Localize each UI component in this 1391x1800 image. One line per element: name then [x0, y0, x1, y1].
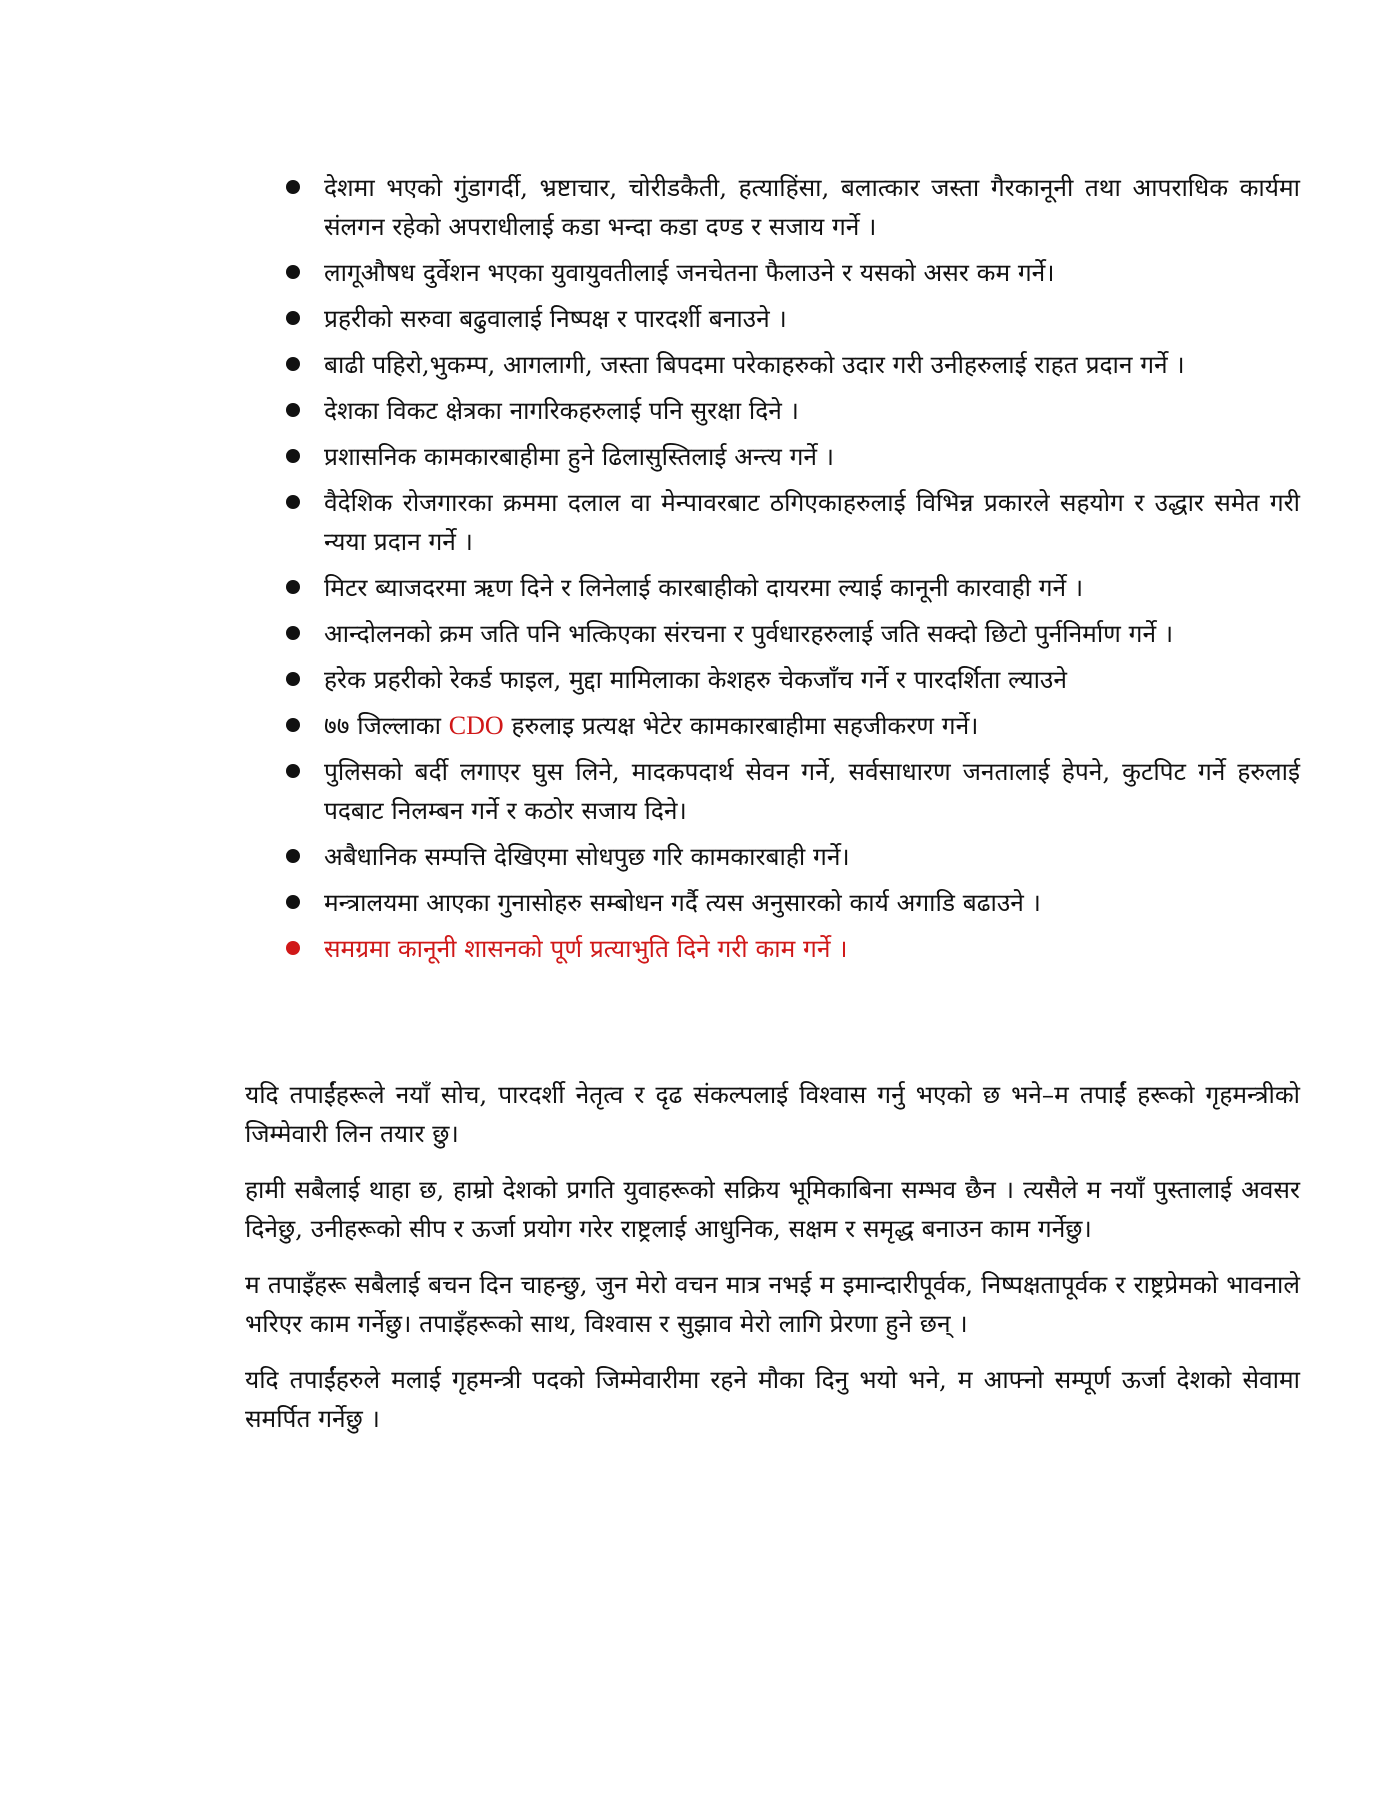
bullet-icon: [286, 449, 300, 463]
bullet-icon: [286, 941, 300, 955]
bullet-icon: [286, 764, 300, 778]
bullet-icon: [286, 626, 300, 640]
bullet-icon: [286, 495, 300, 509]
bullet-text: मन्त्रालयमा आएका गुनासोहरु सम्बोधन गर्दै त्यस अनुसारको कार्य अगाडि बढाउने ।: [324, 888, 1041, 917]
bullet-icon: [286, 403, 300, 417]
list-item: [286, 437, 1300, 476]
bullet-icon: [286, 849, 300, 863]
bullet-icon: [286, 180, 300, 194]
bullet-icon: [286, 895, 300, 909]
bullet-text: देशमा भएको गुंडागर्दी, भ्रष्टाचार, चोरीडकैती, हत्याहिंसा, बलात्कार जस्ता गैरकानूनी तथा आपराधिक कार्यमा संलगन रहेको अपराधीलाई कडा भन्दा कडा दण्ड र सजाय गर्ने ।: [324, 173, 1300, 241]
list-item: [286, 614, 1300, 653]
bullet-text: अबैधानिक सम्पत्ति देखिएमा सोधपुछ गरि कामकारबाही गर्ने।: [324, 842, 850, 871]
paragraph-promise: म तपाइँहरू सबैलाई बचन दिन चाहन्छु, जुन मेरो वचन मात्र नभई म इमान्दारीपूर्वक, निष्पक्षतापूर्वक र राष्ट्रप्रेमको भावनाले भरिएर काम गर्नेछु। तपाइँहरूको साथ, विश्वास र सुझाव मेरो लागि प्रेरणा हुने छन् ।: [245, 1270, 1300, 1338]
cdo-highlight: CDO: [448, 711, 504, 740]
bullet-text: प्रहरीको सरुवा बढुवालाई निष्पक्ष र पारदर्शी बनाउने ।: [324, 304, 787, 333]
list-item: [286, 660, 1300, 699]
list-item: [286, 253, 1300, 292]
bullet-icon: [286, 357, 300, 371]
bullet-icon: [286, 672, 300, 686]
paragraph-youth: हामी सबैलाई थाहा छ, हाम्रो देशको प्रगति युवाहरूको सक्रिय भूमिकाबिना सम्भव छैन । त्यसैले म नयाँ पुस्तालाई अवसर दिनेछु, उनीहरूको सीप र ऊर्जा प्रयोग गरेर राष्ट्रलाई आधुनिक, सक्षम र समृद्ध बनाउन काम गर्नेछु।: [245, 1175, 1300, 1243]
bullet-text: आन्दोलनको क्रम जति पनि भत्किएका संरचना र पुर्वधारहरुलाई जति सक्दो छिटो पुर्ननिर्माण गर्ने ।: [324, 619, 1174, 648]
bullet-text: पुलिसको बर्दी लगाएर घुस लिने, मादकपदार्थ सेवन गर्ने, सर्वसाधारण जनतालाई हेपने, कुटपिट गर्ने हरुलाई पदबाट निलम्बन गर्ने र कठोर सजाय दिने।: [324, 757, 1300, 825]
paragraph-dedication: यदि तपाईंहरुले मलाई गृहमन्त्री पदको जिम्मेवारीमा रहने मौका दिनु भयो भने, म आफ्नो सम्पूर्ण ऊर्जा देशको सेवामा समर्पित गर्नेछु ।: [245, 1365, 1300, 1433]
bullet-icon: [286, 311, 300, 325]
list-item: [286, 299, 1300, 338]
bullet-text-after: हरुलाइ प्रत्यक्ष भेटेर कामकारबाहीमा सहजीकरण गर्ने।: [503, 711, 979, 740]
bullet-text: प्रशासनिक कामकारबाहीमा हुने ढिलासुस्तिलाई अन्त्य गर्ने ।: [324, 442, 835, 471]
paragraph-trust: यदि तपाईंहरूले नयाँ सोच, पारदर्शी नेतृत्व र दृढ संकल्पलाई विश्वास गर्नु भएको छ भने–म तपाईं हरूको गृहमन्त्रीको जिम्मेवारी लिन तयार छु।: [245, 1080, 1300, 1148]
list-item-highlighted: [286, 929, 1300, 968]
bullet-icon: [286, 718, 300, 732]
list-item: [286, 883, 1300, 922]
bullet-text: देशका विकट क्षेत्रका नागरिकहरुलाई पनि सुरक्षा दिने ।: [324, 396, 799, 425]
list-item: [286, 391, 1300, 430]
commitment-bullet-list: [286, 168, 1300, 975]
list-item: [286, 345, 1300, 384]
list-item: [286, 483, 1300, 561]
closing-paragraphs: [245, 1075, 1300, 1455]
list-item: [286, 706, 1300, 745]
bullet-text: मिटर ब्याजदरमा ऋण दिने र लिनेलाई कारबाहीको दायरमा ल्याई कानूनी कारवाही गर्ने ।: [324, 573, 1084, 602]
list-item: [286, 752, 1300, 830]
bullet-text: समग्रमा कानूनी शासनको पूर्ण प्रत्याभुति दिने गरी काम गर्ने ।: [324, 934, 848, 963]
bullet-text: लागूऔषध दुर्वेशन भएका युवायुवतीलाई जनचेतना फैलाउने र यसको असर कम गर्ने।: [324, 258, 1055, 287]
list-item: [286, 568, 1300, 607]
bullet-text: हरेक प्रहरीको रेकर्ड फाइल, मुद्दा मामिलाका केशहरु चेकजाँच गर्ने र पारदर्शिता ल्याउने: [324, 665, 1067, 694]
bullet-icon: [286, 580, 300, 594]
bullet-text-before: ७७ जिल्लाका: [324, 711, 449, 740]
list-item: [286, 168, 1300, 246]
list-item: [286, 837, 1300, 876]
bullet-text: वैदेशिक रोजगारका क्रममा दलाल वा मेन्पावरबाट ठगिएकाहरुलाई विभिन्न प्रकारले सहयोग र उद्धार समेत गरी न्यया प्रदान गर्ने ।: [324, 488, 1300, 556]
bullet-icon: [286, 265, 300, 279]
bullet-text: बाढी पहिरो,भुकम्प, आगलागी, जस्ता बिपदमा परेकाहरुको उदार गरी उनीहरुलाई राहत प्रदान गर्ने ।: [324, 350, 1185, 379]
